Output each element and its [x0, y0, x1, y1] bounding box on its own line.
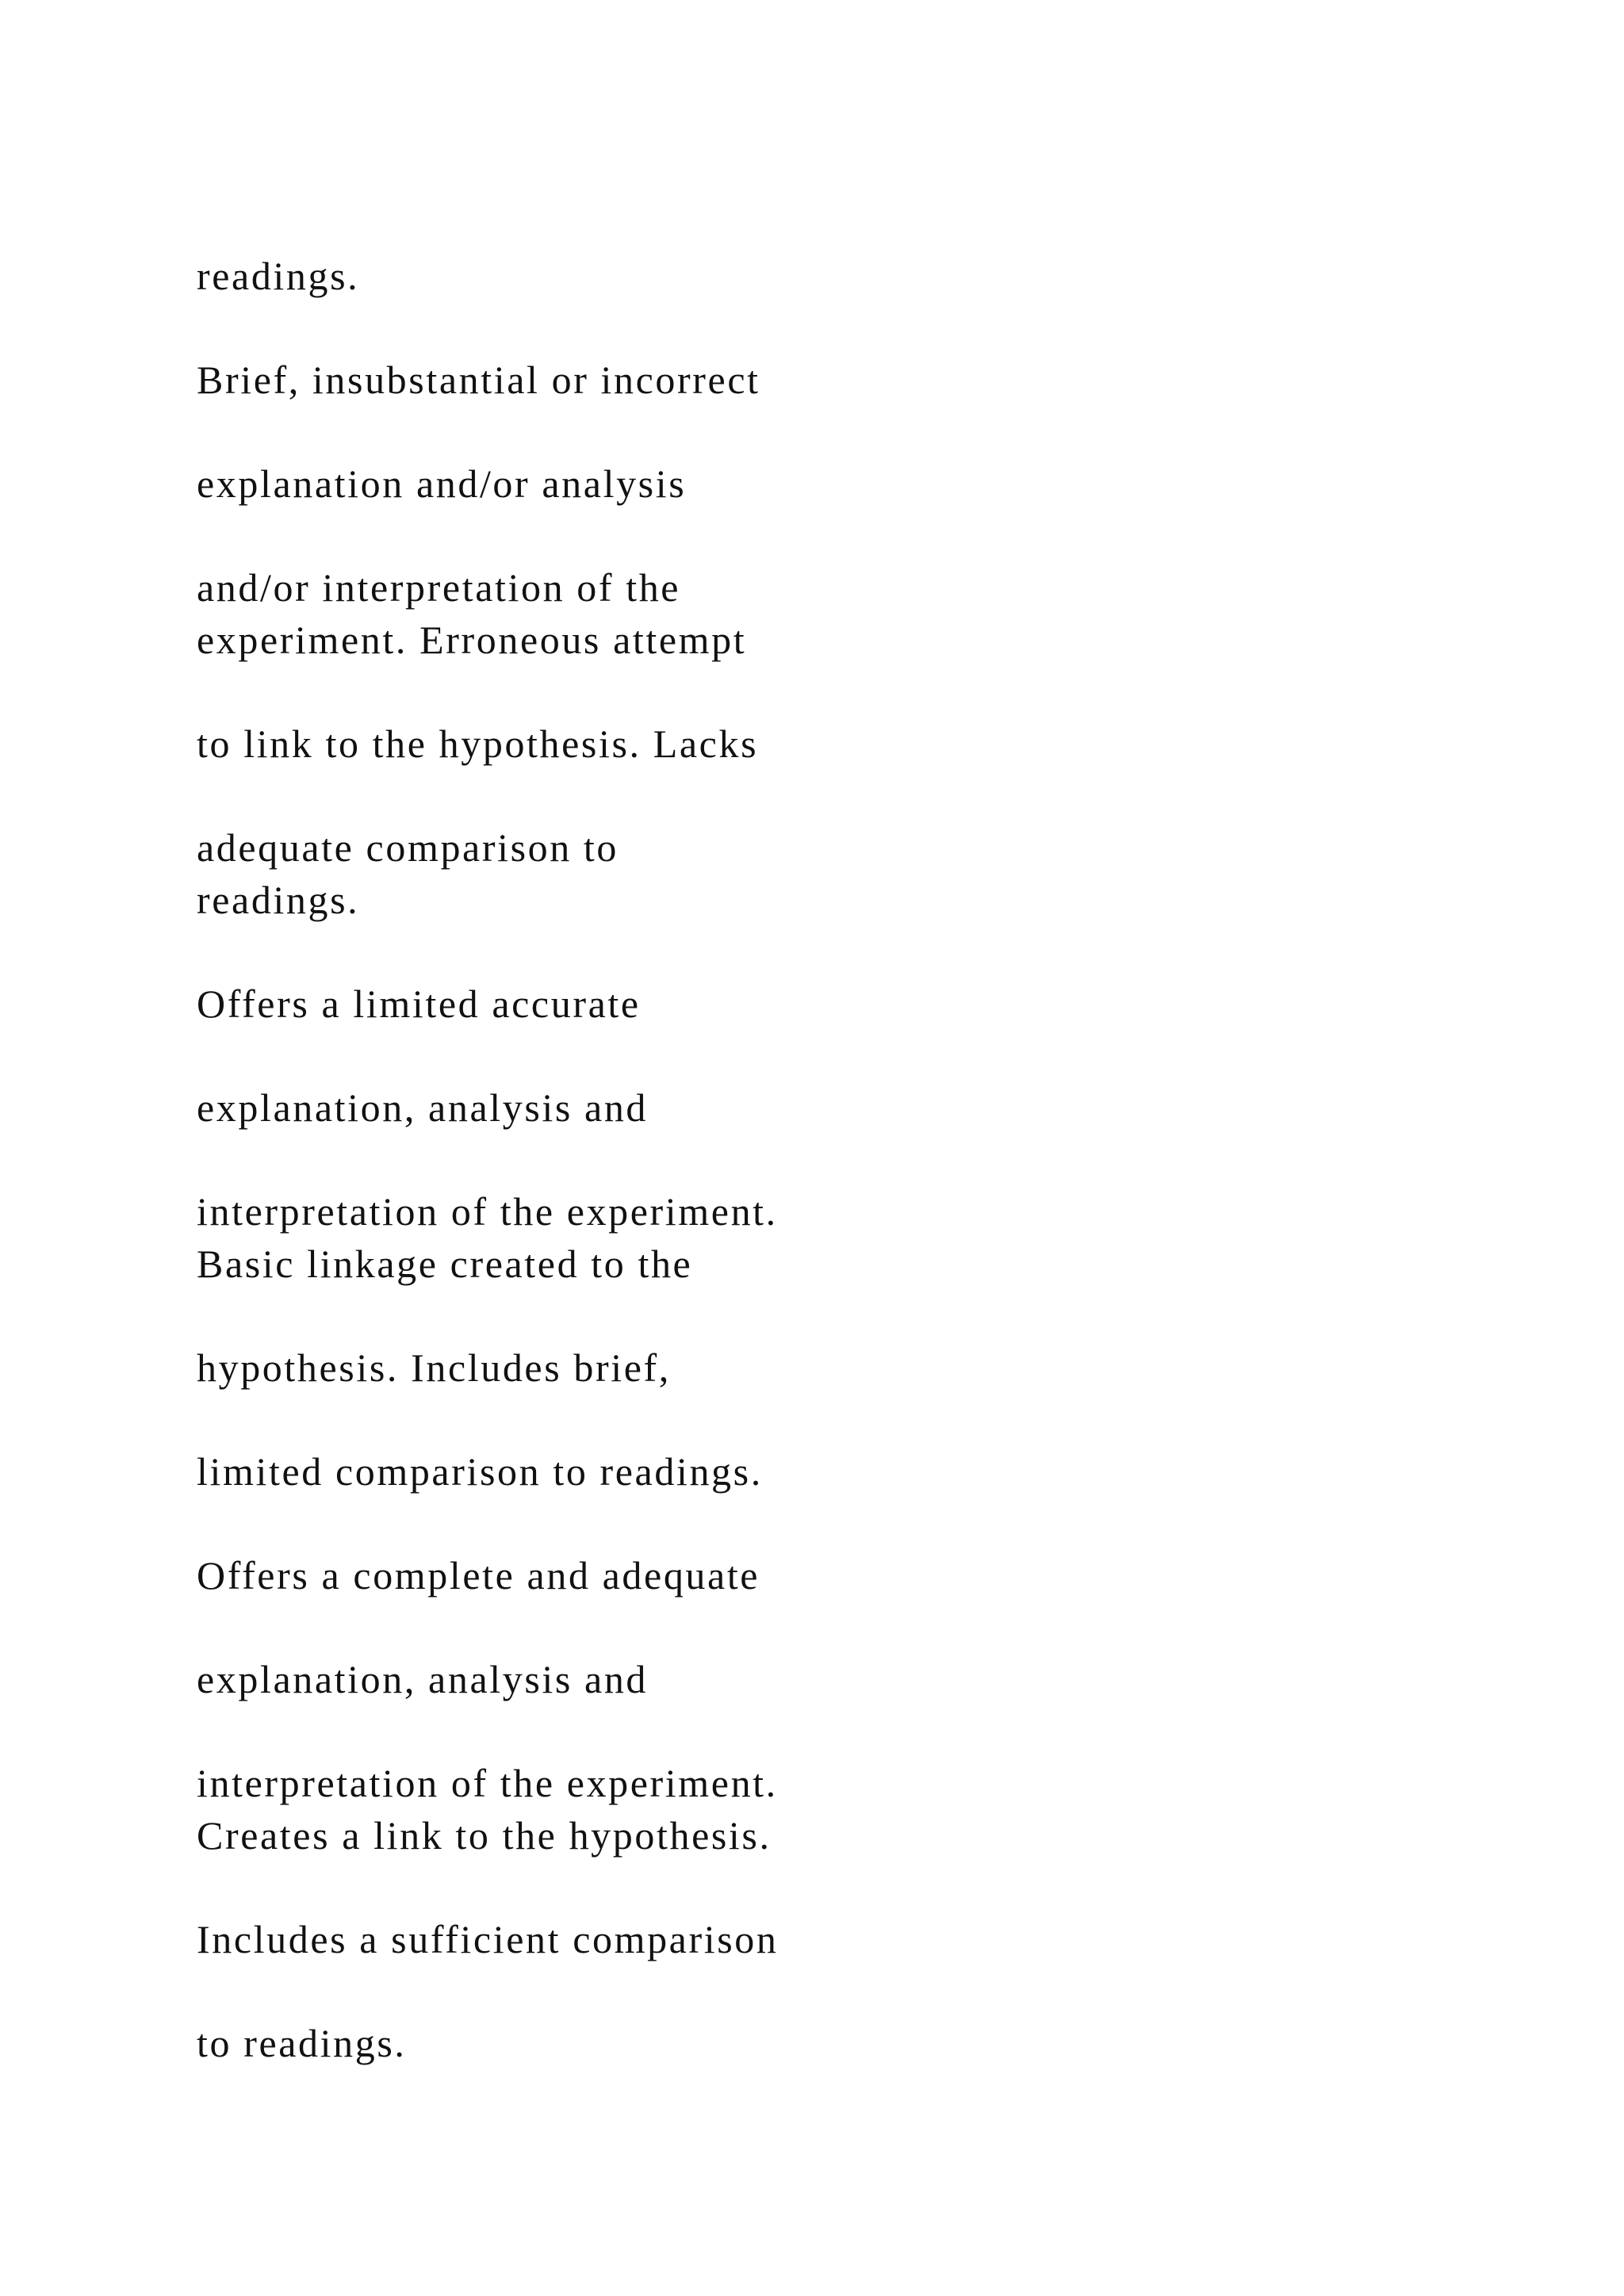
text-line: hypothesis. Includes brief, — [197, 1345, 671, 1390]
text-line: adequate comparison to — [197, 825, 619, 870]
text-line: Offers a limited accurate — [197, 982, 641, 1026]
text-line: Basic linkage created to the — [197, 1242, 693, 1286]
text-line: Includes a sufficient comparison — [197, 1917, 779, 1961]
text-line: to link to the hypothesis. Lacks — [197, 721, 759, 766]
text-line: limited comparison to readings. — [197, 1449, 763, 1494]
text-line: experiment. Erroneous attempt — [197, 618, 747, 662]
text-line: to readings. — [197, 2021, 407, 2065]
text-line: interpretation of the experiment. — [197, 1189, 778, 1234]
text-line: and/or interpretation of the — [197, 565, 681, 610]
text-line: explanation, analysis and — [197, 1085, 649, 1130]
text-line: Creates a link to the hypothesis. — [197, 1813, 772, 1858]
text-line: explanation and/or analysis — [197, 461, 687, 506]
text-line: explanation, analysis and — [197, 1657, 649, 1701]
text-line: readings. — [197, 878, 360, 922]
text-line: interpretation of the experiment. — [197, 1761, 778, 1805]
text-line: Brief, insubstantial or incorrect — [197, 358, 760, 402]
text-line: Offers a complete and adequate — [197, 1553, 760, 1598]
text-line: readings. — [197, 254, 360, 298]
